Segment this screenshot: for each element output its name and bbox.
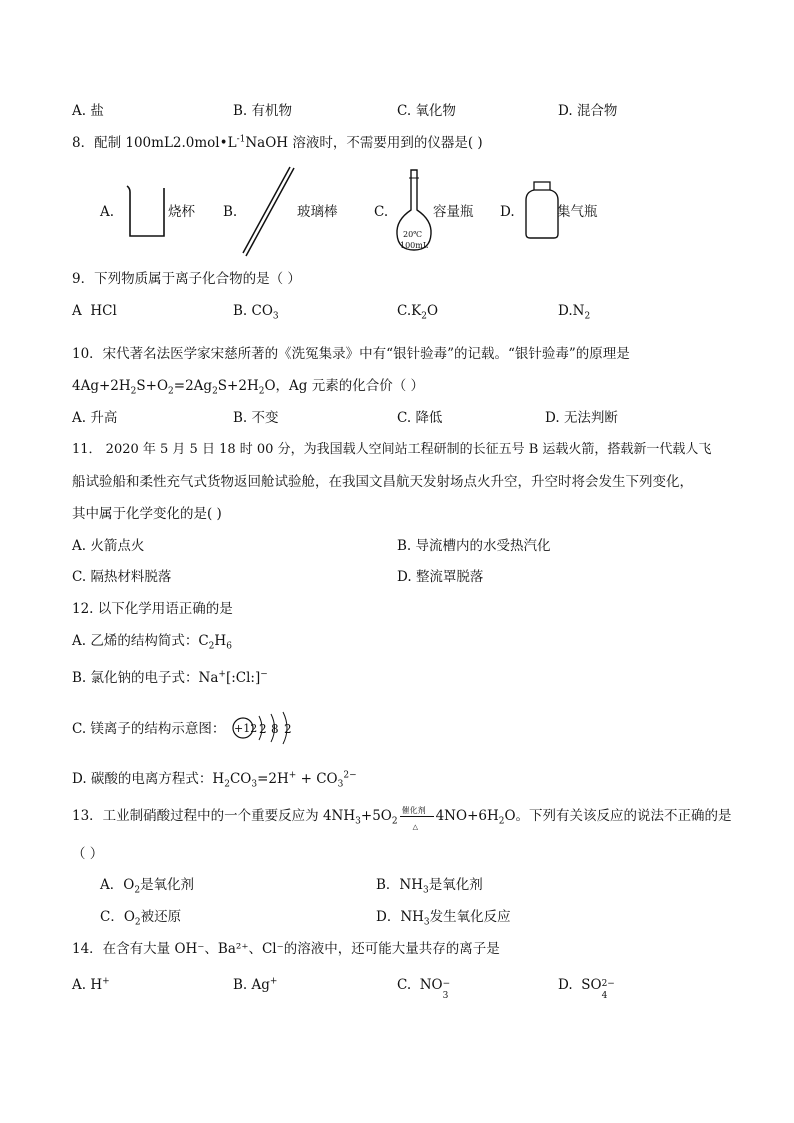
q10-option-c: C. 降低 <box>397 410 443 426</box>
q10-equation: $4Ag+2H_2S+O_2=2Ag_2S+2H_2O$，Ag 元素的化合价（ ） <box>72 378 424 397</box>
q8-option-b-label: 玻璃棒 <box>297 204 338 220</box>
mg-shell-1: 2 <box>259 722 267 736</box>
nacl-electron-formula: Na+[:Cl:]− <box>198 669 268 686</box>
q7-option-c: C. 氧化物 <box>397 103 456 119</box>
q13-option-c: C．$O_2$被还原 <box>100 909 182 928</box>
q14-option-a: A. H+ <box>72 976 110 993</box>
q13-option-d: D．$NH_3$发生氧化反应 <box>376 909 511 928</box>
q11-stem-line1: 11． 2020 年 5 月 5 日 18 时 00 分，为我国载人空间站工程研制的长征五号 B 运载火箭，搭载新一代载人飞 <box>72 442 712 457</box>
q8-stem: 8．配制 $100mL2.0mol•L^{-1}NaOH$ 溶液时，不需要用到的仪器是( ) <box>72 134 483 151</box>
q13-option-b: B．$NH_3$是氧化剂 <box>376 877 483 896</box>
q7-option-a: A. 盐 <box>72 103 104 119</box>
q11-option-d: D. 整流罩脱落 <box>397 569 484 585</box>
mg-shell-3: 2 <box>284 722 292 736</box>
q9-option-a: A HCl <box>72 303 117 319</box>
q9-stem: 9．下列物质属于离子化合物的是（ ） <box>72 271 301 287</box>
q8-option-b-letter: B. <box>223 204 238 220</box>
q8-option-d-label: 集气瓶 <box>557 204 598 220</box>
q10-option-d: D. 无法判断 <box>545 410 618 426</box>
q14-option-b: B. Ag+ <box>233 976 278 993</box>
q14-stem: 14．在含有大量 OH⁻、Ba²⁺、Cl⁻的溶液中，还可能大量共存的离子是 <box>72 941 500 957</box>
q8-option-a-label: 烧杯 <box>168 204 195 220</box>
q8-option-c-letter: C. <box>374 204 389 220</box>
q10-stem: 10．宋代著名法医学家宋慈所著的《洗冤集录》中有“银针验毒”的记载。“银针验毒”的原理是 <box>72 346 630 362</box>
q13-paren: （ ） <box>72 846 104 862</box>
q7-option-b: B. 有机物 <box>233 103 293 119</box>
q9-option-c: $C.K_2O$ <box>397 303 439 322</box>
q9-option-d: $D.N_2$ <box>558 303 591 322</box>
mg-shell-2: 8 <box>271 722 279 736</box>
q9-option-b: B. $CO_3$ <box>233 303 279 322</box>
q12-option-c-text: C. 镁离子的结构示意图： <box>72 721 226 737</box>
q8-option-a-letter: A. <box>100 204 115 220</box>
q11-option-c: C. 隔热材料脱落 <box>72 569 172 585</box>
q12-option-d: D. 碳酸的电离方程式：$H_2CO_3=2H^+ + CO_3^{2-}$ <box>72 770 357 790</box>
q8-option-c-label: 容量瓶 <box>433 204 474 220</box>
q11-stem-line2: 船试验船和柔性充气式货物返回舱试验舱，在我国文昌航天发射场点火升空，升空时将会发生下列变化， <box>72 474 693 490</box>
glass-rod-icon <box>242 166 298 258</box>
q10-option-b: B. 不变 <box>233 410 279 426</box>
q13-stem: 13．工业制硝酸过程中的一个重要反应为 $4NH_3+5O_2$ 催化剂 △ $4NO+6H_2O$。下列有关该反应的说法不正确的是 <box>72 805 732 831</box>
q11-option-b: B. 导流槽内的水受热汽化 <box>397 538 551 554</box>
q11-stem-line3: 其中属于化学变化的是( ) <box>72 506 222 522</box>
reaction-arrow: 催化剂 △ <box>398 808 436 826</box>
q12-stem: 12. 以下化学用语正确的是 <box>72 601 233 617</box>
q11-option-a: A. 火箭点火 <box>72 538 145 554</box>
beaker-icon <box>124 184 168 240</box>
q14-option-c: C. NO − 3 <box>397 977 451 1001</box>
flask-label-volume: 100mL <box>400 241 429 250</box>
q14-option-d: D. SO 2− 4 <box>558 977 615 1001</box>
q12-option-a: A. 乙烯的结构简式：$C_2H_6$ <box>72 633 232 652</box>
q7-option-d: D. 混合物 <box>558 103 618 119</box>
gas-jar-icon <box>524 180 560 240</box>
q12-option-b: B. 氯化钠的电子式：Na+[:Cl:]− <box>72 669 268 686</box>
mg-nucleus-charge: +12 <box>234 722 258 735</box>
q8-option-d-letter: D. <box>500 204 515 220</box>
flask-label-temp: 20℃ <box>403 230 423 239</box>
q13-option-a: A．$O_2$是氧化剂 <box>100 877 195 896</box>
q10-option-a: A. 升高 <box>72 410 118 426</box>
